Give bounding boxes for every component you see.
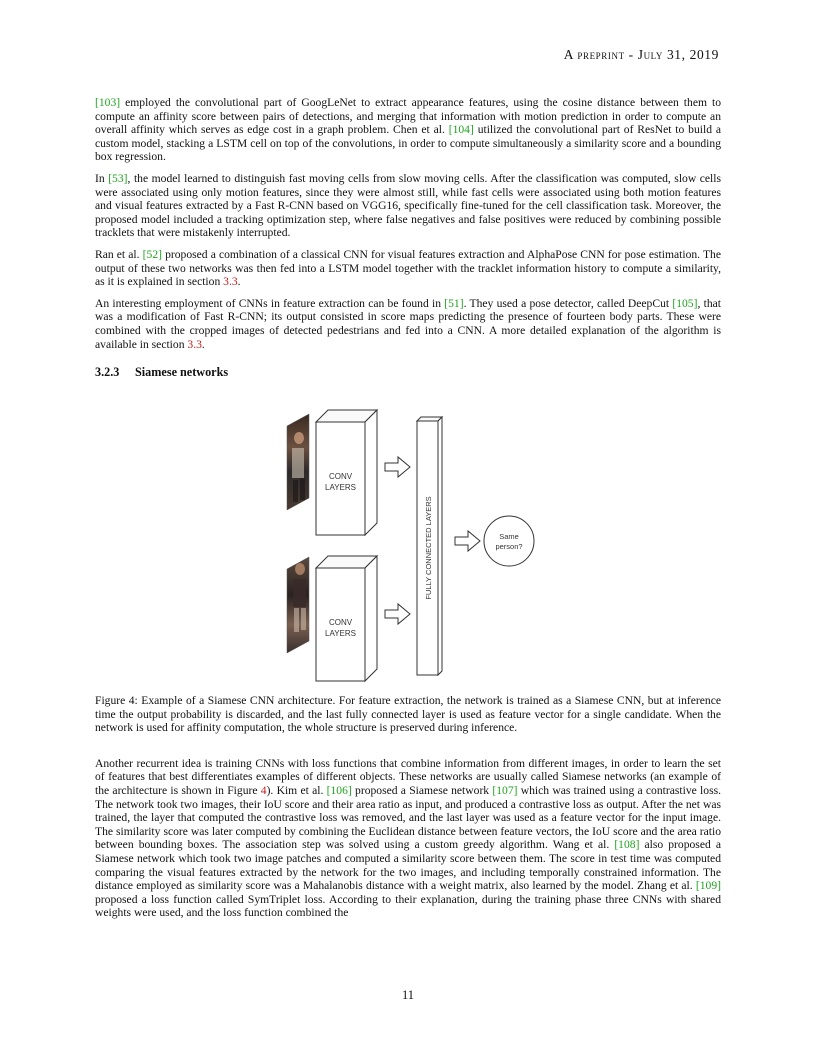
header-prefix: A preprint bbox=[563, 47, 625, 62]
citation-104[interactable]: [104] bbox=[448, 123, 474, 137]
arrow-right-icon bbox=[385, 457, 410, 477]
text-run: In bbox=[95, 171, 109, 185]
text-run: utilized the convolutional part of ResNet to build a custom model, stacking a LSTM cell on top of the convolutions, in order to compute simultaneously a similarity score and a bounding box regression. bbox=[95, 123, 721, 164]
section-ref-3-3[interactable]: 3.3 bbox=[223, 275, 238, 289]
conv-label-top-line2: LAYERS bbox=[325, 483, 356, 493]
text-run: which was trained using a contrastive loss. The network took two images, their IoU score and their area ratio as input, and produced a contrastive loss as output. After the net was trained, the layer that computed the contrastive loss was removed, and the last layer was used as a feature vector for the input image. The similarity score was later computed by combining the Euclidean distance between feature vectors, the IoU score and the area ratio between bounding boxes. The association step was solved using a custom greedy algorithm. Wang et al. bbox=[95, 784, 721, 852]
input-image-top bbox=[287, 414, 309, 510]
page-body bbox=[95, 96, 721, 928]
arrow-right-icon bbox=[385, 604, 410, 624]
text-run: ). Kim et al. bbox=[266, 784, 327, 798]
citation-107[interactable]: [107] bbox=[492, 784, 518, 798]
figure-caption bbox=[95, 694, 721, 735]
text-run: also proposed a Siamese network which took two image patches and computed a similarity score between them. The score in test time was computed comparing the visual features extracted by the network for the two images, and including temporally constrained information. The distance employed as similarity score was a Mahalanobis distance with a weight matrix, also learned by the model. Zhang et al. bbox=[95, 838, 721, 893]
output-label-line2: person? bbox=[495, 542, 523, 552]
conv-label-bottom-line1: CONV bbox=[328, 618, 353, 628]
citation-109[interactable]: [109] bbox=[695, 879, 721, 893]
citation-106[interactable]: [106] bbox=[326, 784, 352, 798]
section-ref-3-3[interactable]: 3.3 bbox=[187, 337, 202, 351]
figure-4 bbox=[95, 386, 721, 686]
text-run: , that was a modification of Fast R-CNN; its output consisted in score maps predicting the presence of fourteen body parts. These were combined with the cropped images of detected pedestrians and fed into a CNN. A more detailed explanation of the algorithm is available in section bbox=[95, 296, 721, 351]
paragraph-3 bbox=[95, 248, 721, 289]
page-number: 11 bbox=[401, 988, 415, 1002]
conv-label-top-line1: CONV bbox=[328, 472, 353, 482]
section-heading bbox=[95, 365, 721, 380]
text-run: proposed a loss function called SymTriplet loss. According to their explanation, during the training phase three CNNs with shared weights were used, and the loss function combined the bbox=[95, 892, 721, 920]
caption-lead: Figure 4: bbox=[95, 694, 138, 708]
figure-ref-4[interactable]: 4 bbox=[260, 784, 267, 798]
section-number: 3.2.3 bbox=[95, 365, 120, 380]
text-run: . bbox=[201, 337, 205, 351]
text-run: , the model learned to distinguish fast moving cells from slow moving cells. After the classification was computed, slow cells were associated using only motion features, since they were almost still, while fast cells were associated using both motion features and visual features extracted by a Fast R-CNN based on VGG16, specifically fine-tuned for the cell classification task. Moreover, the proposed model included a tracking optimization step, where false negatives and false positives were reduced by combining possible tracklets that were mistakenly interrupted. bbox=[95, 171, 721, 240]
fc-label: FULLY CONNECTED LAYERS bbox=[424, 496, 433, 600]
conv-block-bottom[interactable] bbox=[316, 556, 377, 681]
header-date: July 31, 2019 bbox=[637, 47, 719, 62]
output-label-line1: Same bbox=[499, 532, 519, 542]
citation-51[interactable]: [51] bbox=[444, 296, 464, 310]
output-node[interactable] bbox=[484, 516, 534, 566]
text-run: proposed a Siamese network bbox=[351, 784, 493, 798]
conv-block-top[interactable] bbox=[316, 410, 377, 535]
citation-108[interactable]: [108] bbox=[614, 838, 640, 852]
fully-connected-block[interactable] bbox=[417, 417, 442, 675]
text-run: proposed a combination of a classical CNN for visual features extraction and AlphaPose CNN for pose estimation. The output of these two networks was then fed into a LSTM model together with the tracklet information history to compute a similarity, as it is explained in section bbox=[95, 247, 721, 289]
text-run: Ran et al. bbox=[95, 247, 143, 261]
arrow-right-icon bbox=[455, 531, 480, 551]
input-image-bottom bbox=[287, 557, 309, 653]
paragraph-1 bbox=[95, 96, 721, 164]
paragraph-5 bbox=[95, 757, 721, 920]
text-run: . They used a pose detector, called DeepCut bbox=[463, 296, 673, 310]
running-header bbox=[564, 47, 719, 63]
text-run: Another recurrent idea is training CNNs with loss functions that combine information from different images, in order to learn the set of features that best differentiates examples of different objects. These networks are usually called Siamese networks (an example of the architecture is shown in Figure bbox=[95, 756, 721, 798]
text-run: An interesting employment of CNNs in feature extraction can be found in bbox=[95, 296, 445, 310]
siamese-architecture-diagram bbox=[95, 386, 721, 686]
citation-52[interactable]: [52] bbox=[142, 247, 162, 261]
section-title: Siamese networks bbox=[135, 365, 229, 380]
citation-53[interactable]: [53] bbox=[108, 171, 128, 185]
caption-text: Example of a Siamese CNN architecture. For feature extraction, the network is trained as a Siamese CNN, but at inference time the output probability is discarded, and the last fully connected layer is used as feature vector for a single candidate. When the network is used for affinity computation, the whole structure is preserved during inference. bbox=[95, 694, 721, 735]
header-separator: - bbox=[624, 47, 638, 62]
paragraph-2 bbox=[95, 172, 721, 240]
citation-105[interactable]: [105] bbox=[672, 296, 698, 310]
text-run: . bbox=[237, 275, 241, 289]
conv-label-bottom-line2: LAYERS bbox=[325, 629, 356, 639]
paragraph-4 bbox=[95, 297, 721, 351]
text-run: employed the convolutional part of GoogLeNet to extract appearance features, using the cosine distance between them to compute an affinity score between pairs of detections, and merging that information with motion prediction in order to compute an overall affinity which serves as edge cost in a graph problem. Chen et al. bbox=[95, 96, 721, 137]
citation-103[interactable]: [103] bbox=[95, 96, 121, 109]
